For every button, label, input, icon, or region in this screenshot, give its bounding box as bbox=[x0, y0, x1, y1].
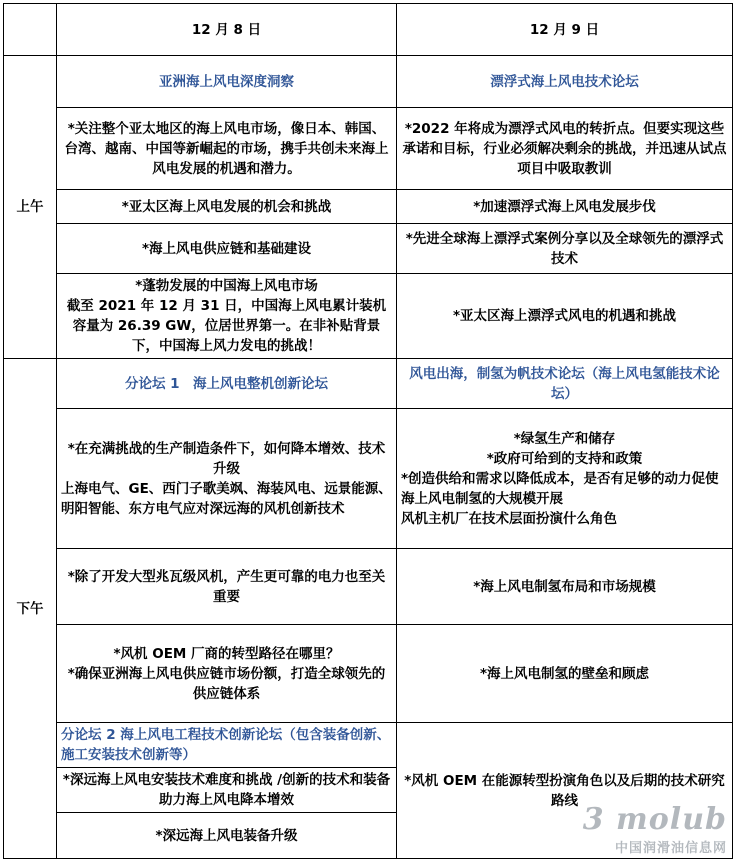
item-text: *政府可给到的支持和政策 bbox=[486, 450, 643, 467]
morning-row-1 bbox=[4, 108, 733, 190]
session-item bbox=[397, 190, 733, 224]
track-title-left: 亚洲海上风电深度洞察 bbox=[57, 56, 397, 108]
morning-row-2 bbox=[4, 190, 733, 224]
session-item bbox=[57, 813, 397, 859]
header-row bbox=[4, 4, 733, 56]
session-item bbox=[57, 625, 397, 723]
item-text: *加速漂浮式海上风电发展步伐 bbox=[473, 198, 656, 215]
morning-row-4 bbox=[4, 274, 733, 359]
item-text: *海上风电制氢的壁垒和顾虑 bbox=[479, 665, 650, 682]
session-item bbox=[397, 108, 733, 190]
item-text: *在充满挑战的生产制造条件下，如何降本增效、技术升级 bbox=[67, 440, 386, 477]
agenda-table bbox=[3, 3, 733, 859]
session-item bbox=[57, 190, 397, 224]
item-text: *风机 OEM 在能源转型扮演角色以及后期的技术研究路线 bbox=[404, 772, 725, 809]
afternoon-row-3 bbox=[4, 625, 733, 723]
item-text: *深远海上风电装备升级 bbox=[155, 827, 298, 844]
period-afternoon: 下午 bbox=[4, 359, 57, 859]
session-item bbox=[397, 549, 733, 625]
session-item bbox=[57, 274, 397, 359]
track-title-right: 漂浮式海上风电技术论坛 bbox=[397, 56, 733, 108]
session-item bbox=[57, 549, 397, 625]
item-text: *创造供给和需求以降低成本，是否有足够的动力促使海上风电制氢的大规模开展 bbox=[401, 470, 719, 507]
track-title-left-2: 分论坛 2 海上风电工程技术创新论坛（包含装备创新、施工安装技术创新等） bbox=[57, 723, 397, 768]
item-text: *确保亚洲海上风电供应链市场份额，打造全球领先的供应链体系 bbox=[67, 665, 386, 702]
session-item bbox=[57, 409, 397, 549]
item-text: 截至 2021 年 12 月 31 日，中国海上风电累计装机容量为 26.39 GW，位居世界第一。在非补贴背景下，中国海上风力发电的挑战！ bbox=[66, 298, 387, 354]
watermark bbox=[583, 802, 727, 856]
item-text: *风机 OEM 厂商的转型路径在哪里？ bbox=[113, 645, 340, 662]
item-text: *绿氢生产和储存 bbox=[513, 430, 616, 447]
item-text: *海上风电制氢布局和市场规模 bbox=[473, 578, 656, 595]
session-item bbox=[397, 224, 733, 274]
item-text: *先进全球海上漂浮式案例分享以及全球领先的漂浮式技术 bbox=[405, 230, 724, 267]
item-text: *深远海上风电安装技术难度和挑战 /创新的技术和装备助力海上风电降本增效 bbox=[62, 772, 391, 808]
session-item bbox=[57, 768, 397, 813]
item-text: *2022 年将成为漂浮式风电的转折点。但要实现这些承诺和目标，行业必须解决剩余的挑战，并迅速从试点项目中吸取教训 bbox=[402, 120, 727, 177]
watermark-text: 中国润滑油信息网 bbox=[614, 841, 727, 856]
session-item bbox=[397, 274, 733, 359]
track-title-right: 风电出海，制氢为帆技术论坛（海上风电氢能技术论坛） bbox=[397, 359, 733, 409]
session-item bbox=[57, 108, 397, 190]
afternoon-row-1 bbox=[4, 409, 733, 549]
item-text: *亚太区海上风电发展的机会和挑战 bbox=[121, 198, 332, 215]
period-morning: 上午 bbox=[4, 56, 57, 359]
item-text: *关注整个亚太地区的海上风电市场，像日本、韩国、台湾、越南、中国等新崛起的市场，携手共创未来海上风电发展的机遇和潜力。 bbox=[64, 120, 389, 177]
session-item bbox=[397, 409, 733, 549]
item-text: *蓬勃发展的中国海上风电市场 bbox=[135, 278, 318, 294]
morning-row-3 bbox=[4, 224, 733, 274]
afternoon-track2-row bbox=[4, 723, 733, 768]
session-item bbox=[57, 224, 397, 274]
morning-track-row bbox=[4, 56, 733, 108]
corner-cell bbox=[4, 4, 57, 56]
watermark-logo: 3 molub bbox=[582, 802, 727, 837]
item-text: *亚太区海上漂浮式风电的机遇和挑战 bbox=[452, 308, 677, 324]
afternoon-row-2 bbox=[4, 549, 733, 625]
track-title-left: 分论坛 1 海上风电整机创新论坛 bbox=[57, 359, 397, 409]
item-text: 风机主机厂在技术层面扮演什么角色 bbox=[401, 510, 617, 527]
item-text: *除了开发大型兆瓦级风机，产生更可靠的电力也至关重要 bbox=[67, 568, 386, 605]
day-header-dec8: 12 月 8 日 bbox=[57, 4, 397, 56]
afternoon-track-row bbox=[4, 359, 733, 409]
day-header-dec9: 12 月 9 日 bbox=[397, 4, 733, 56]
session-item bbox=[397, 625, 733, 723]
item-text: 上海电气、GE、西门子歌美飒、海装风电、远景能源、明阳智能、东方电气应对深远海的风机创新技术 bbox=[61, 480, 392, 517]
item-text: *海上风电供应链和基础建设 bbox=[141, 240, 312, 257]
